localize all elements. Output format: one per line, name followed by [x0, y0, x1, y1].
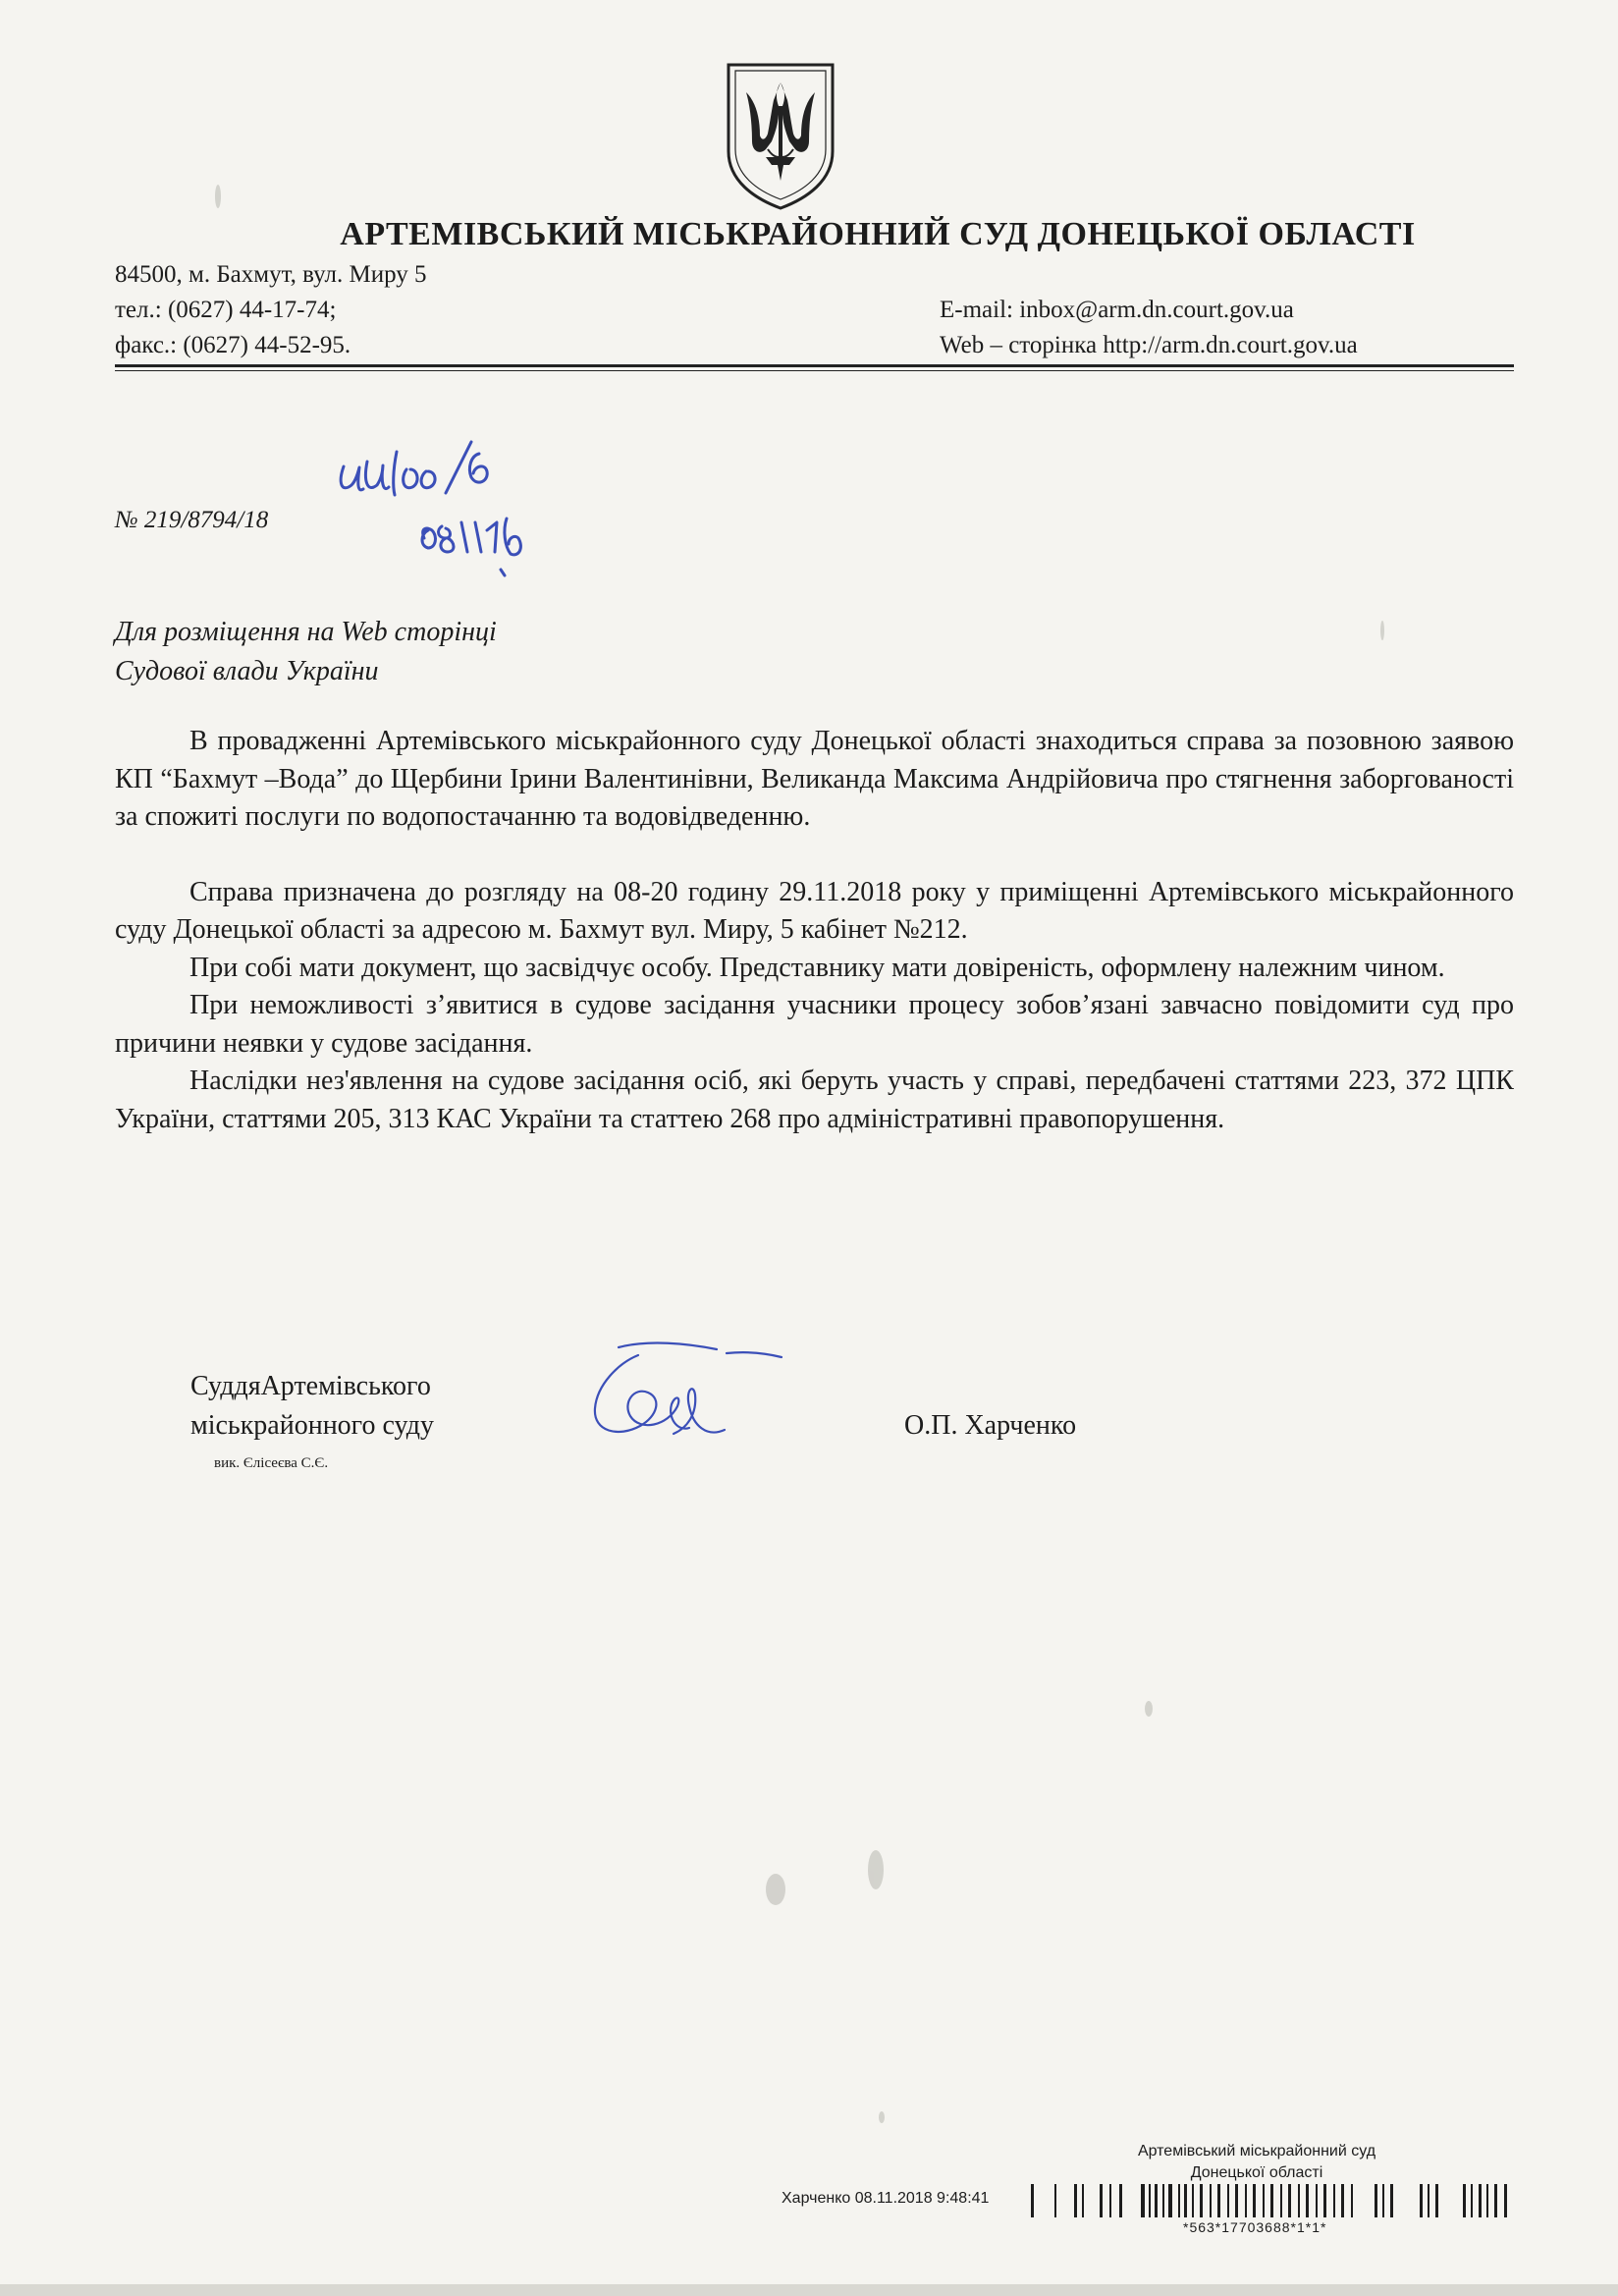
header-rule-thin [115, 370, 1514, 371]
court-web: Web – сторінка http://arm.dn.court.gov.ua [940, 332, 1358, 358]
court-title: АРТЕМІВСЬКИЙ МІСЬКРАЙОННИЙ СУД ДОНЕЦЬКОЇ ОБЛАСТІ [340, 216, 1416, 252]
addressee [115, 613, 497, 691]
handwritten-signature [579, 1336, 795, 1463]
barcode [1031, 2184, 1514, 2219]
stamp-user-time: Харченко 08.11.2018 9:48:41 [782, 2190, 990, 2207]
stamp-court-line-2: Донецької області [1190, 2164, 1323, 2181]
body-paragraph: Справа призначена до розгляду на 08-20 годину 29.11.2018 року у приміщенні Артемівського міськрайонного суду Донецької області за адресою м. Бахмут вул. Миру, 5 кабінет №212. [115, 876, 1514, 945]
coat-of-arms-icon [723, 61, 838, 210]
contact-left [115, 257, 427, 363]
court-email: E-mail: inbox@arm.dn.court.gov.ua [940, 297, 1294, 323]
scan-bottom-edge [0, 2284, 1618, 2296]
court-fax: факс.: (0627) 44-52-95. [115, 332, 351, 358]
case-number: № 219/8794/18 [115, 507, 269, 533]
judge-title-line-1: СуддяАртемівського [190, 1371, 431, 1401]
stamp-court-name [1109, 2141, 1404, 2184]
body-paragraph: В провадженні Артемівського міськрайонного суду Донецької області знаходиться справа за позовною заявою КП “Бахмут –Вода” до Щербини Ірини Валентинівни, Великанда Максима Андрійовича про стягнення заборгованості за спожиті послуги по водопостачанню та водовідведенню. [115, 726, 1514, 832]
barcode-text: *563*17703688*1*1* [1183, 2219, 1327, 2235]
body-paragraph: При неможливості з’явитися в судове засідання учасники процесу зобов’язані завчасно повідомити суд про причини неявки у судове засідання. [115, 990, 1514, 1059]
executor-note: вик. Єлісеєва С.Є. [214, 1455, 329, 1471]
body-paragraph: Наслідки нез'явлення на судове засідання осіб, які беруть участь у справі, передбачені статтями 223, 372 ЦПК України, статтями 205, 313 КАС України та статтею 268 про адміністративні правопорушення. [115, 1066, 1514, 1134]
addressee-line-1: Для розміщення на Web сторінці [115, 617, 497, 647]
judge-title-line-2: міськрайонного суду [190, 1410, 435, 1441]
contact-right [940, 293, 1358, 363]
court-phone: тел.: (0627) 44-17-74; [115, 297, 337, 323]
judge-title [190, 1367, 434, 1446]
stamp-court-line-1: Артемівський міськрайонний суд [1137, 2143, 1376, 2159]
addressee-line-2: Судової влади України [115, 656, 379, 686]
handwritten-registration-note [324, 432, 609, 589]
court-address: 84500, м. Бахмут, вул. Миру 5 [115, 261, 427, 288]
header-rule [115, 364, 1514, 367]
notice-body [115, 723, 1514, 1138]
body-paragraph: При собі мати документ, що засвідчує особу. Представнику мати довіреність, оформлену належним чином. [189, 952, 1445, 983]
judge-name: О.П. Харченко [904, 1410, 1077, 1441]
